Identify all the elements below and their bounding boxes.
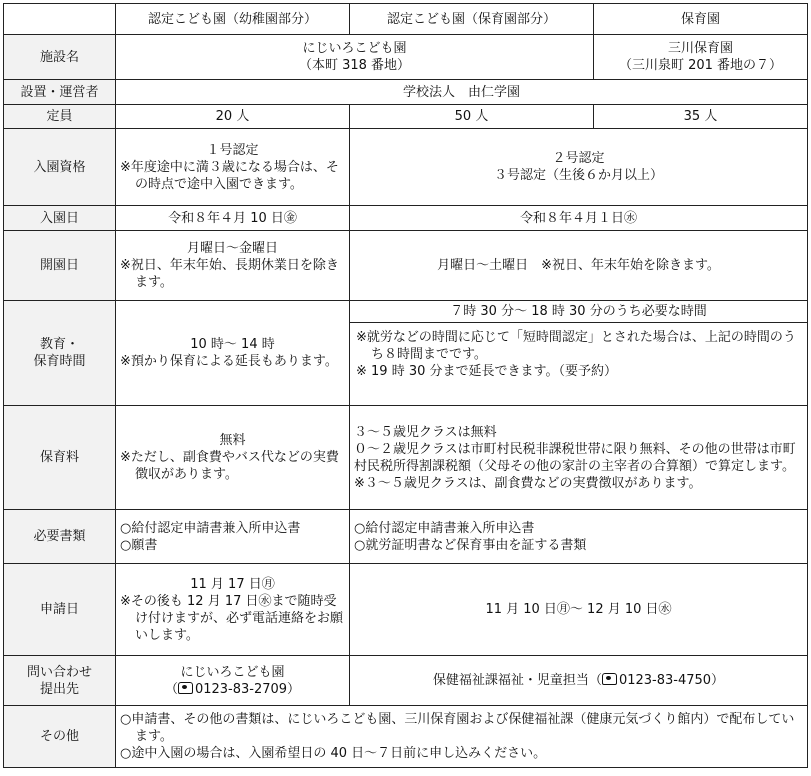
documents-col23 — [350, 510, 808, 564]
capacity-col3: 35 人 — [594, 105, 808, 129]
open-days-col1 — [116, 231, 350, 301]
label-application-date: 申請日 — [4, 564, 116, 656]
hours-col1 — [116, 301, 350, 406]
fees-col1-title: 無料 — [219, 433, 246, 448]
label-hours-line1: 教育・ — [39, 337, 79, 352]
other-value — [116, 706, 808, 768]
eligibility-col1-note: ※年度途中に満３歳になる場合は、その時点で途中入園できます。 — [120, 159, 339, 192]
hours-col23-note2: ※ 19 時 30 分まで延長できます。（要予約） — [356, 364, 617, 379]
fees-col23-line1: ３～５歳児クラスは無料 — [354, 424, 497, 440]
other-line1: ○申請書、その他の書類は、にじいろこども園、三川保育園および保健福祉課（健康元気づくり館内）で配布しています。 — [120, 712, 795, 744]
label-contact — [4, 656, 116, 706]
kodomoen-name: にじいろこども園 — [302, 41, 407, 56]
eligibility-col23-line2: ３号認定（生後６か月以上） — [493, 168, 663, 183]
documents-col1-line1: ○給付認定申請書兼入所申込書 — [120, 520, 301, 536]
application-date-col1-note: ※その後も 12 月 17 日㊌まで随時受け付けますが、必ず電話連絡をお願いします。 — [120, 593, 343, 643]
other-line2: ○途中入園の場合は、入園希望日の 40 日～７日前に申し込みください。 — [120, 746, 547, 761]
enrollment-info-table — [3, 3, 808, 768]
contact-col1 — [116, 656, 350, 706]
row-contact — [4, 656, 808, 706]
contact-col1-phone-wrap: （ 0123-83-2709） — [164, 681, 301, 697]
fees-col1 — [116, 406, 350, 510]
fees-col1-note: ※ただし、副食費やバス代などの実費徴収があります。 — [120, 450, 339, 482]
telephone-icon — [178, 682, 193, 694]
label-open-days: 開園日 — [4, 231, 116, 301]
row-hours — [4, 301, 808, 406]
eligibility-col23-line1: ２号認定 — [552, 151, 605, 166]
row-documents — [4, 510, 808, 564]
application-date-col23: 11 月 10 日㊊～ 12 月 10 日㊌ — [350, 564, 808, 656]
contact-col1-name: にじいろこども園 — [180, 664, 285, 680]
hours-col1-title: 10 時～ 14 時 — [190, 337, 275, 352]
fees-col23-line2: ０～２歳児クラスは市町村民税非課税世帯に限り無料、その他の世帯は市町村民税所得割課税額（父母その他の家計の主宰者の合算額）で算定します。 — [354, 441, 796, 474]
contact-col23: 保健福祉課福祉・児童担当（ 0123-83-4750） — [350, 656, 808, 706]
capacity-col1: 20 人 — [116, 105, 350, 129]
hours-col23-title: ７時 30 分～ 18 時 30 分のうち必要な時間 — [350, 301, 807, 323]
header-hoikuen: 保育園 — [594, 4, 808, 35]
eligibility-col23 — [350, 129, 808, 206]
contact-col23-name: 保健福祉課福祉・児童担当 — [432, 673, 589, 688]
kodomoen-facility — [116, 35, 594, 80]
row-application-date — [4, 564, 808, 656]
documents-col23-line1: ○給付認定申請書兼入所申込書 — [354, 520, 535, 536]
documents-col1-line2: ○願書 — [120, 537, 158, 553]
hours-col1-note: ※預かり保育による延長もあります。 — [120, 354, 338, 369]
label-contact-line2: 提出先 — [39, 681, 79, 697]
entry-date-col23: 令和８年４月１日㊌ — [350, 206, 808, 231]
application-date-col1-title: 11 月 17 日㊊ — [190, 576, 275, 592]
documents-col23-line2: ○就労証明書など保育事由を証する書類 — [354, 537, 587, 553]
row-fees — [4, 406, 808, 510]
label-documents: 必要書類 — [4, 510, 116, 564]
label-entry-date: 入園日 — [4, 206, 116, 231]
hoikuen-name: 三川保育園 — [667, 41, 733, 56]
row-other — [4, 706, 808, 768]
row-open-days — [4, 231, 808, 301]
hours-col23 — [350, 301, 808, 406]
entry-date-col1: 令和８年４月 10 日㊎ — [116, 206, 350, 231]
operator-value: 学校法人 由仁学園 — [116, 80, 808, 105]
row-entry-date — [4, 206, 808, 231]
label-eligibility: 入園資格 — [4, 129, 116, 206]
hoikuen-address: （三川泉町 201 番地の７） — [618, 58, 783, 73]
documents-col1 — [116, 510, 350, 564]
kodomoen-address: （本町 318 番地） — [298, 58, 411, 73]
row-eligibility — [4, 129, 808, 206]
telephone-icon — [602, 673, 617, 685]
eligibility-col1 — [116, 129, 350, 206]
header-corner — [4, 4, 116, 35]
header-row — [4, 4, 808, 35]
label-hours-line2: 保育時間 — [33, 354, 86, 369]
row-capacity — [4, 105, 808, 129]
hours-col23-notes — [350, 323, 807, 382]
label-hours — [4, 301, 116, 406]
hoikuen-facility — [594, 35, 808, 80]
label-fees: 保育料 — [4, 406, 116, 510]
open-days-col1-title: 月曜日～金曜日 — [186, 241, 278, 256]
label-contact-line1: 問い合わせ — [26, 664, 92, 680]
open-days-col1-note: ※祝日、年末年始、長期休業日を除きます。 — [120, 258, 339, 290]
contact-col1-phone: 0123-83-2709 — [194, 681, 288, 697]
header-kodomoen-kindergarten: 認定こども園（幼稚園部分） — [116, 4, 350, 35]
label-capacity: 定員 — [4, 105, 116, 129]
row-facility — [4, 35, 808, 80]
fees-col23-line3: ※３～５歳児クラスは、副食費などの実費徴収があります。 — [354, 475, 702, 491]
label-other: その他 — [4, 706, 116, 768]
fees-col23 — [350, 406, 808, 510]
row-operator — [4, 80, 808, 105]
capacity-col2: 50 人 — [350, 105, 594, 129]
hours-col23-note1: ※就労などの時間に応じて「短時間認定」とされた場合は、上記の時間のうち８時間までです。 — [356, 330, 796, 362]
eligibility-col1-title: １号認定 — [206, 142, 259, 158]
contact-col23-phone: 0123-83-4750 — [618, 673, 712, 688]
label-operator: 設置・運営者 — [4, 80, 116, 105]
header-kodomoen-nursery: 認定こども園（保育園部分） — [350, 4, 594, 35]
open-days-col23: 月曜日～土曜日 ※祝日、年末年始を除きます。 — [350, 231, 808, 301]
application-date-col1 — [116, 564, 350, 656]
label-facility: 施設名 — [4, 35, 116, 80]
